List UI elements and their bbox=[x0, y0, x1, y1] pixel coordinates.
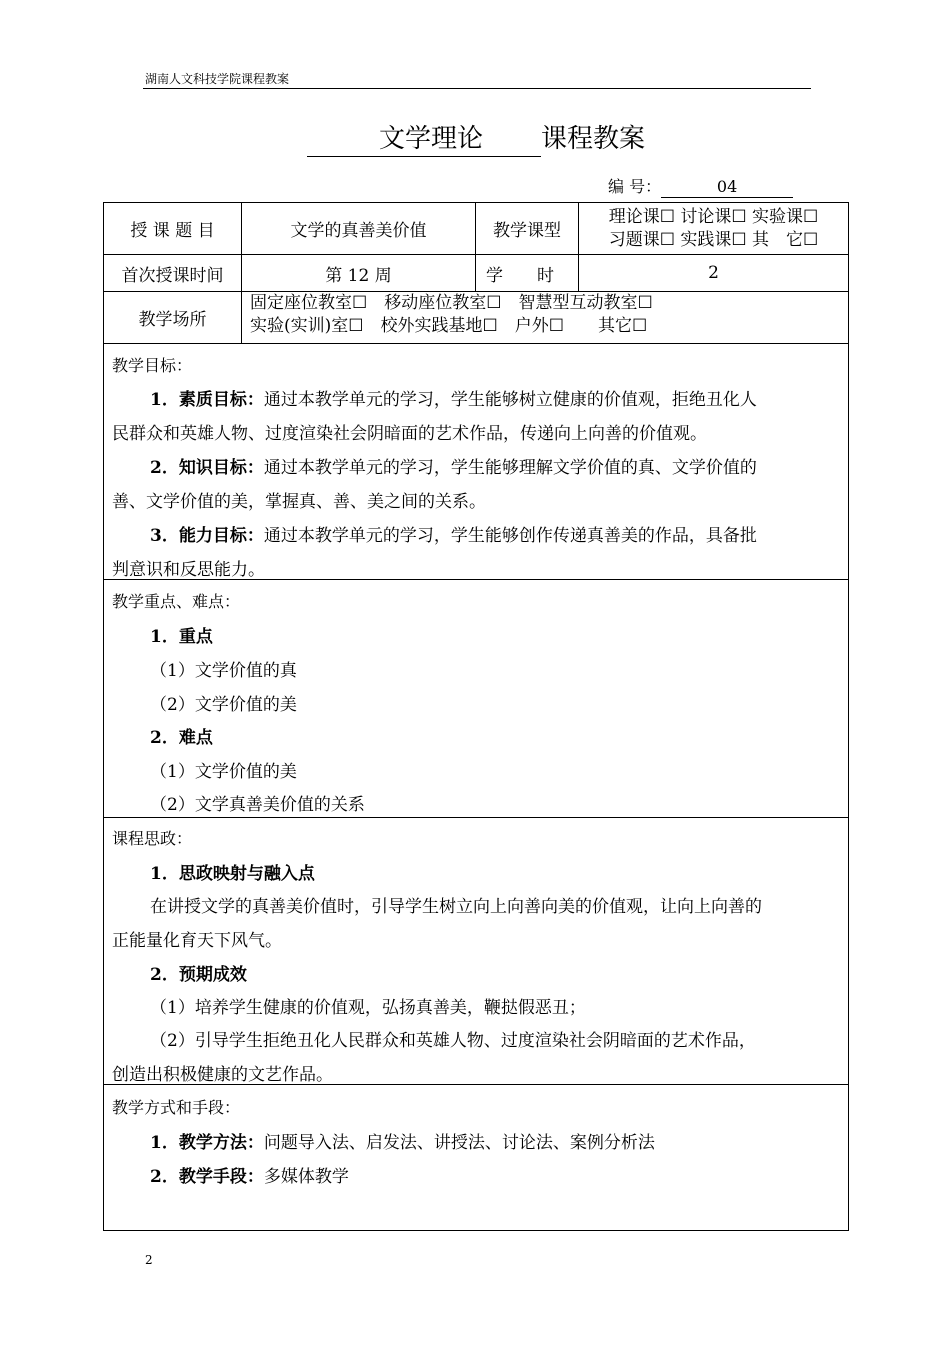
header-rule bbox=[143, 88, 811, 89]
objective-ability bbox=[150, 521, 757, 546]
objective-knowledge-cont: 善、文学价值的美，掌握真、善、美之间的关系。 bbox=[112, 492, 486, 512]
objective-quality-head: 1．素质目标： bbox=[150, 390, 264, 410]
time-label: 首次授课时间 bbox=[121, 265, 224, 286]
keypoints-key-2: （2）文学价值的美 bbox=[150, 695, 297, 715]
ideology-p1-cont: 正能量化育天下风气。 bbox=[112, 931, 282, 951]
number-label: 编 号： bbox=[608, 177, 662, 196]
methods-item-1-head: 1．教学方法： bbox=[150, 1133, 264, 1153]
place-line2: 实验(实训)室☐ 校外实践基地☐ 户外☐ 其它☐ bbox=[250, 316, 648, 336]
topic-label: 授 课 题 目 bbox=[130, 221, 215, 241]
type-options-line1: 理论课☐ 讨论课☐ 实验课☐ bbox=[608, 206, 819, 227]
hours-label: 学 时 bbox=[486, 265, 554, 286]
page-number: 2 bbox=[145, 1253, 153, 1267]
type-options-line2: 习题课☐ 实践课☐ 其 它☐ bbox=[608, 229, 819, 250]
methods-item-1 bbox=[150, 1128, 655, 1153]
ideology-e1: （1）培养学生健康的价值观，弘扬真善美，鞭挞假恶丑； bbox=[150, 998, 586, 1018]
objective-ability-cont: 判意识和反思能力。 bbox=[112, 560, 265, 580]
keypoints-key-1: （1）文学价值的真 bbox=[150, 661, 297, 681]
objective-quality-text: 通过本教学单元的学习，学生能够树立健康的价值观，拒绝丑化人 bbox=[263, 390, 757, 410]
title-suffix: 课程教案 bbox=[541, 124, 646, 154]
place-label: 教学场所 bbox=[138, 310, 207, 330]
methods-item-1-value: 问题导入法、启发法、讲授法、讨论法、案例分析法 bbox=[263, 1133, 655, 1153]
number-value: 04 bbox=[661, 177, 793, 198]
objective-ability-head: 3．能力目标： bbox=[150, 526, 264, 546]
hours-value: 2 bbox=[708, 263, 719, 283]
keypoints-title: 教学重点、难点： bbox=[112, 592, 241, 611]
ideology-h2: 2．预期成效 bbox=[150, 965, 247, 985]
objective-ability-text: 通过本教学单元的学习，学生能够创作传递真善美的作品，具备批 bbox=[263, 526, 757, 546]
type-options bbox=[579, 203, 848, 254]
keypoints-diff-2: （2）文学真善美价值的关系 bbox=[150, 795, 365, 815]
section-divider bbox=[103, 817, 849, 818]
objectives-title: 教学目标： bbox=[112, 356, 193, 375]
document-number bbox=[608, 174, 793, 198]
methods-item-2 bbox=[150, 1162, 349, 1187]
ideology-p1: 在讲授文学的真善美价值时，引导学生树立向上向善向美的价值观，让向上向善的 bbox=[150, 897, 762, 917]
objective-knowledge-head: 2．知识目标： bbox=[150, 458, 264, 478]
objective-quality bbox=[150, 385, 757, 410]
objective-knowledge bbox=[150, 453, 757, 478]
type-label: 教学课型 bbox=[493, 221, 561, 241]
row-divider bbox=[103, 343, 849, 344]
ideology-e2: （2）引导学生拒绝丑化人民群众和英雄人物、过度渲染社会阴暗面的艺术作品， bbox=[150, 1031, 756, 1051]
keypoints-diff-head: 2．难点 bbox=[150, 728, 213, 748]
ideology-e2-cont: 创造出积极健康的文艺作品。 bbox=[112, 1065, 333, 1085]
keypoints-key-head: 1．重点 bbox=[150, 627, 213, 647]
ideology-h1: 1．思政映射与融入点 bbox=[150, 864, 315, 884]
methods-title: 教学方式和手段： bbox=[112, 1098, 241, 1117]
methods-item-2-value: 多媒体教学 bbox=[263, 1167, 349, 1187]
topic-value: 文学的真善美价值 bbox=[290, 221, 427, 241]
keypoints-diff-1: （1）文学价值的美 bbox=[150, 762, 297, 782]
methods-item-2-head: 2．教学手段： bbox=[150, 1167, 264, 1187]
course-name: 文学理论 bbox=[307, 124, 541, 157]
page-title bbox=[0, 124, 952, 157]
objective-knowledge-text: 通过本教学单元的学习，学生能够理解文学价值的真、文学价值的 bbox=[263, 458, 757, 478]
header-institution: 湖南人文科技学院课程教案 bbox=[145, 72, 290, 86]
objective-quality-cont: 民群众和英雄人物、过度渲染社会阴暗面的艺术作品，传递向上向善的价值观。 bbox=[112, 424, 707, 444]
time-value: 第 12 周 bbox=[325, 265, 392, 286]
place-options bbox=[250, 292, 840, 343]
place-line1: 固定座位教室☐ 移动座位教室☐ 智慧型互动教室☐ bbox=[250, 293, 653, 313]
ideology-title: 课程思政： bbox=[112, 829, 193, 848]
